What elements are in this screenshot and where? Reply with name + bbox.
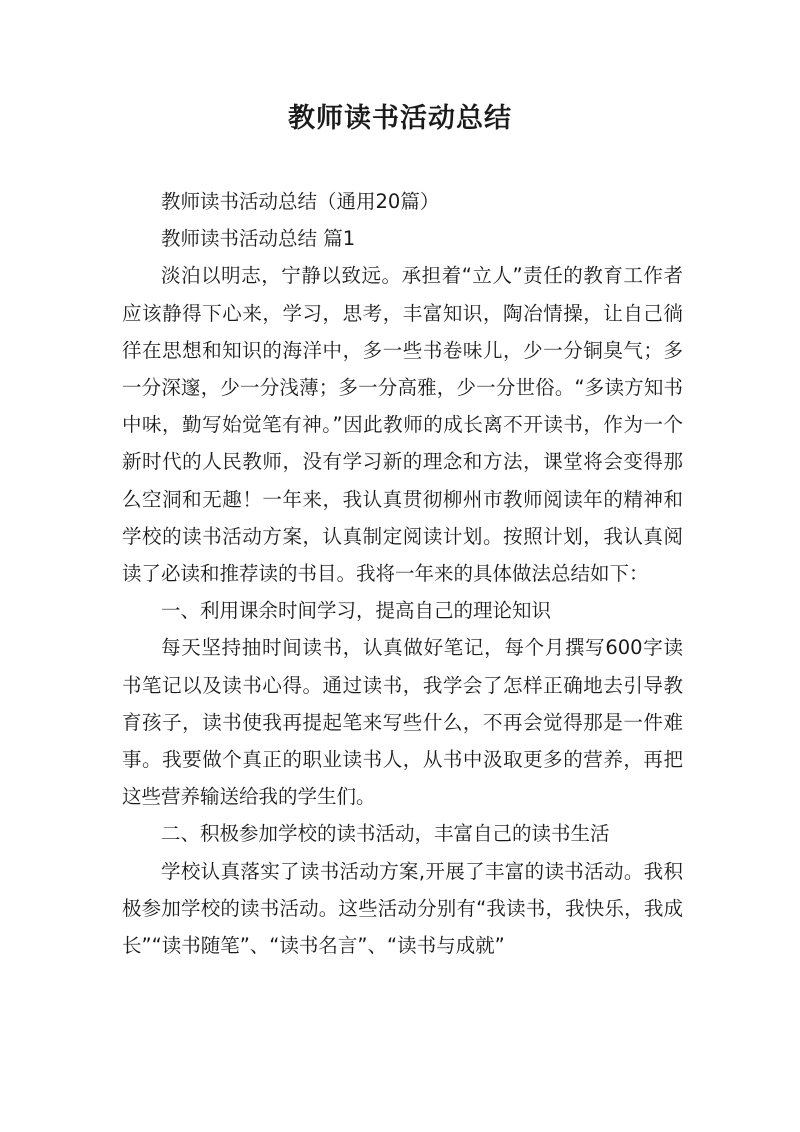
section-heading: 一、利用课余时间学习，提高自己的理论知识 [161,599,552,623]
body-paragraph: 学校认真落实了读书活动方案,开展了丰富的读书活动。我积极参加学校的读书活动。这些活动分别有“我读书，我快乐，我成长”“读书随笔”、“读书名言”、“读书与成就” [122,859,683,958]
subtitle-paragraph: 教师读书活动总结（通用20篇） [161,190,440,213]
body-paragraph: 淡泊以明志，宁静以致远。承担着“立人”责任的教育工作者应该静得下心来，学习，思考，丰富知识，陶冶情操，让自己徜徉在思想和知识的海洋中，多一些书卷味儿，少一分铜臭气；多一分深邃，少一分浅薄；多一分高雅，少一分世俗。“多读方知书中味，勤写始觉笔有神。”因此教师的成长离不开读书，作为一个新时代的人民教师，没有学习新的理念和方法，课堂将会变得那么空洞和无趣！一年来，我认真贯彻柳州市教师阅读年的精神和学校的读书活动方案，认真制定阅读计划。按照计划，我认真阅读了必读和推荐读的书目。我将一年来的具体做法总结如下： [122,264,683,586]
document-title: 教师读书活动总结 [288,103,512,134]
section-heading: 二、积极参加学校的读书活动，丰富自己的读书生活 [161,822,610,846]
section-heading: 教师读书活动总结 篇1 [161,227,356,251]
document-body [122,183,683,964]
body-paragraph: 每天坚持抽时间读书，认真做好笔记，每个月撰写600字读书笔记以及读书心得。通过读书，我学会了怎样正确地去引导教育孩子，读书使我再提起笔来写些什么，不再会觉得那是一件难事。我要做个真正的职业读书人，从书中汲取更多的营养，再把这些营养输送给我的学生们。 [122,636,683,809]
